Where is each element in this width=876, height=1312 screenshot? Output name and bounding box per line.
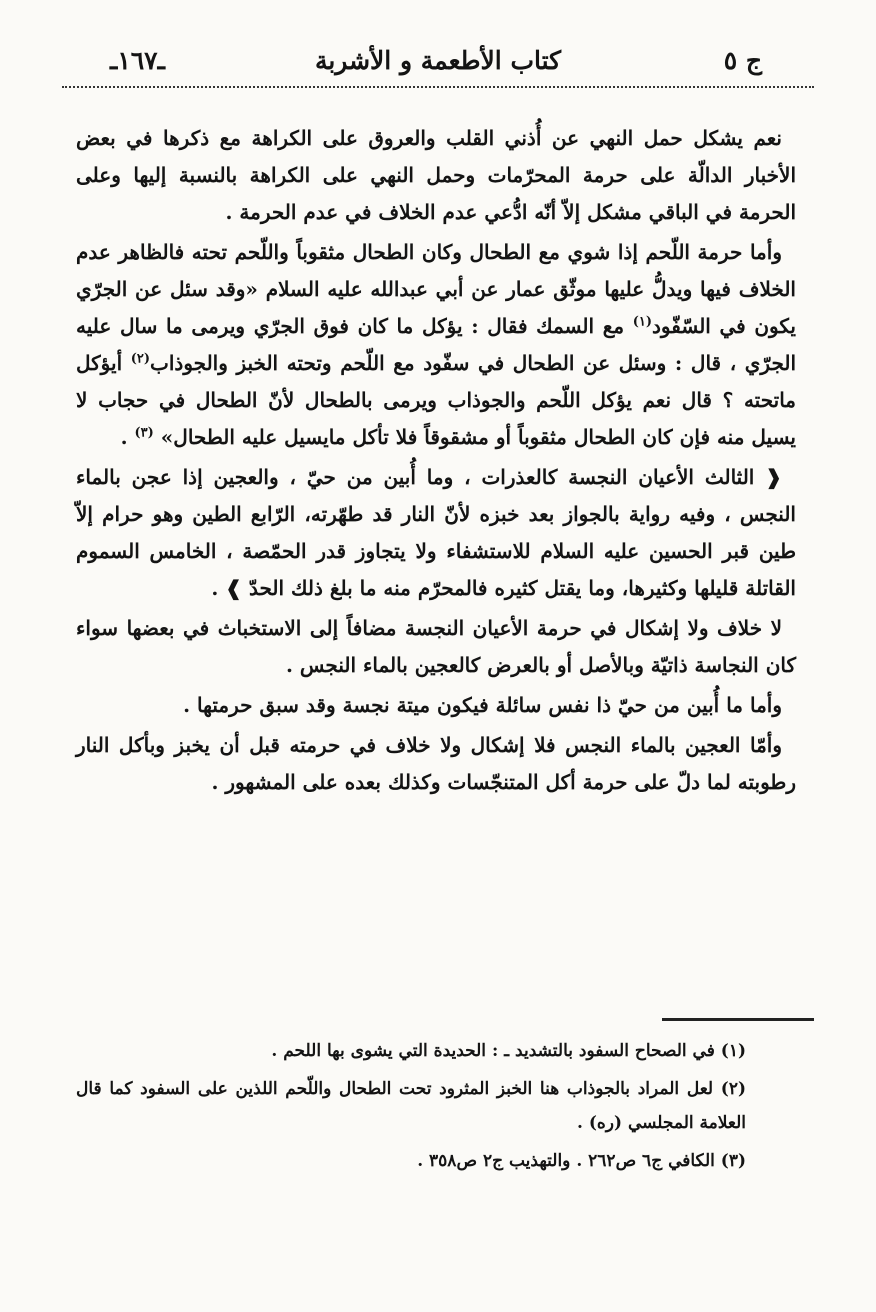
paragraph-6: وأمّا العجين بالماء النجس فلا إشكال ولا خلاف في حرمته قبل أن يخبز وبأكل النار رطوبته لما دلّ على حرمة أكل المتنجّسات وكذلك بعده على المشهور . <box>76 733 796 794</box>
footnote-ref-1: (١) <box>632 314 653 330</box>
paragraph-3-end: . <box>211 576 219 600</box>
header-divider <box>62 86 814 88</box>
paragraph-2 <box>76 234 796 456</box>
paragraph-lead-word: وأما <box>749 240 782 264</box>
main-text <box>76 120 796 804</box>
page-number: ـ١٦٧ـ <box>110 46 165 75</box>
paragraph-4: لا خلاف ولا إشكال في حرمة الأعيان النجسة مضافاً إلى الاستخباث في بعضها سواء كان النجاسة ذاتيّة وبالأصل أو بالعرض كالعجين بالماء النجس . <box>76 616 796 677</box>
footnote-ref-3: (٣) <box>134 425 154 441</box>
matn-close-bracket: ❱ <box>225 576 243 600</box>
page-header <box>62 38 814 84</box>
footnote-1: (١) في الصحاح السفود بالتشديد ـ : الحديدة التي يشوى بها اللحم . <box>271 1041 746 1061</box>
paragraph-2-part-c: أيؤكل ماتحته ؟ قال نعم يؤكل اللّحم والجوذاب ويرمى بالطحال لأنّ الطحال في حجاب لا يسيل منه فإن كان الطحال مثقوباً أو مشقوقاً فلا تأكل مايسيل عليه الطحال» <box>76 351 797 449</box>
footnote-ref-2: (٢) <box>130 351 151 367</box>
matn-open-bracket: ❰ <box>765 465 782 489</box>
paragraph-3-text: الثالث الأعيان النجسة كالعذرات ، وما أُبين من حيّ ، والعجين إذا عجن بالماء النجس ، وفيه رواية بالجواز بعد خبزه لأنّ النار قد طهّرته، الرّابع الطين وهو حرام إلاّ طين قبر الحسين عليه السلام للاستشفاء ولا يتجاوز قدر الحمّصة ، الخامس السموم القاتلة قليلها وكثيرها، وما يقتل كثيره فالمحرّم منه ما بلغ ذلك الحدّ <box>76 465 796 600</box>
footnotes <box>76 1034 796 1182</box>
footnote-2: (٢) لعل المراد بالجوذاب هنا الخبز المثرود تحت الطحال واللّحم اللذين على السفود كما قال العلامة المجلسي (ره) . <box>76 1079 746 1133</box>
chapter-title: كتاب الأطعمة و الأشربة <box>314 46 562 75</box>
volume-label: ج ٥ <box>723 46 762 75</box>
paragraph-5: وأما ما أُبين من حيّ ذا نفس سائلة فيكون ميتة نجسة وقد سبق حرمتها . <box>183 693 782 717</box>
paragraph-3-matn <box>76 459 796 607</box>
paragraph-1: نعم يشكل حمل النهي عن أُذني القلب والعروق على الكراهة مع ذكرها في بعض الأخبار الدالّة على حرمة المحرّمات وحمل النهي على الكراهة بالنسبة إليها وعلى الحرمة في الباقي مشكل إلاّ أنّه ادُّعي عدم الخلاف في عدم الحرمة . <box>76 126 796 224</box>
paragraph-2-part-b: مع السمك فقال : يؤكل ما كان فوق الجرّي ويرمى ما سال عليه الجرّي ، قال : وسئل عن الطحال في سفّود مع اللّحم وتحته الخبز والجوذاب <box>76 314 796 375</box>
paragraph-2-part-a: حرمة اللّحم إذا شوي مع الطحال وكان الطحال مثقوباً واللّحم تحته فالظاهر عدم الخلاف فيها ويدلُّ عليها موثّق عمار عن أبي عبدالله عليه السلام «وقد سئل عن الجرّي يكون في السّفّود <box>76 240 796 338</box>
footnote-divider <box>662 1018 814 1021</box>
footnote-3: (٣) الكافي ج٦ ص٢٦٢ . والتهذيب ج٢ ص٣٥٨ . <box>417 1151 746 1171</box>
paragraph-2-end: . <box>120 425 128 449</box>
